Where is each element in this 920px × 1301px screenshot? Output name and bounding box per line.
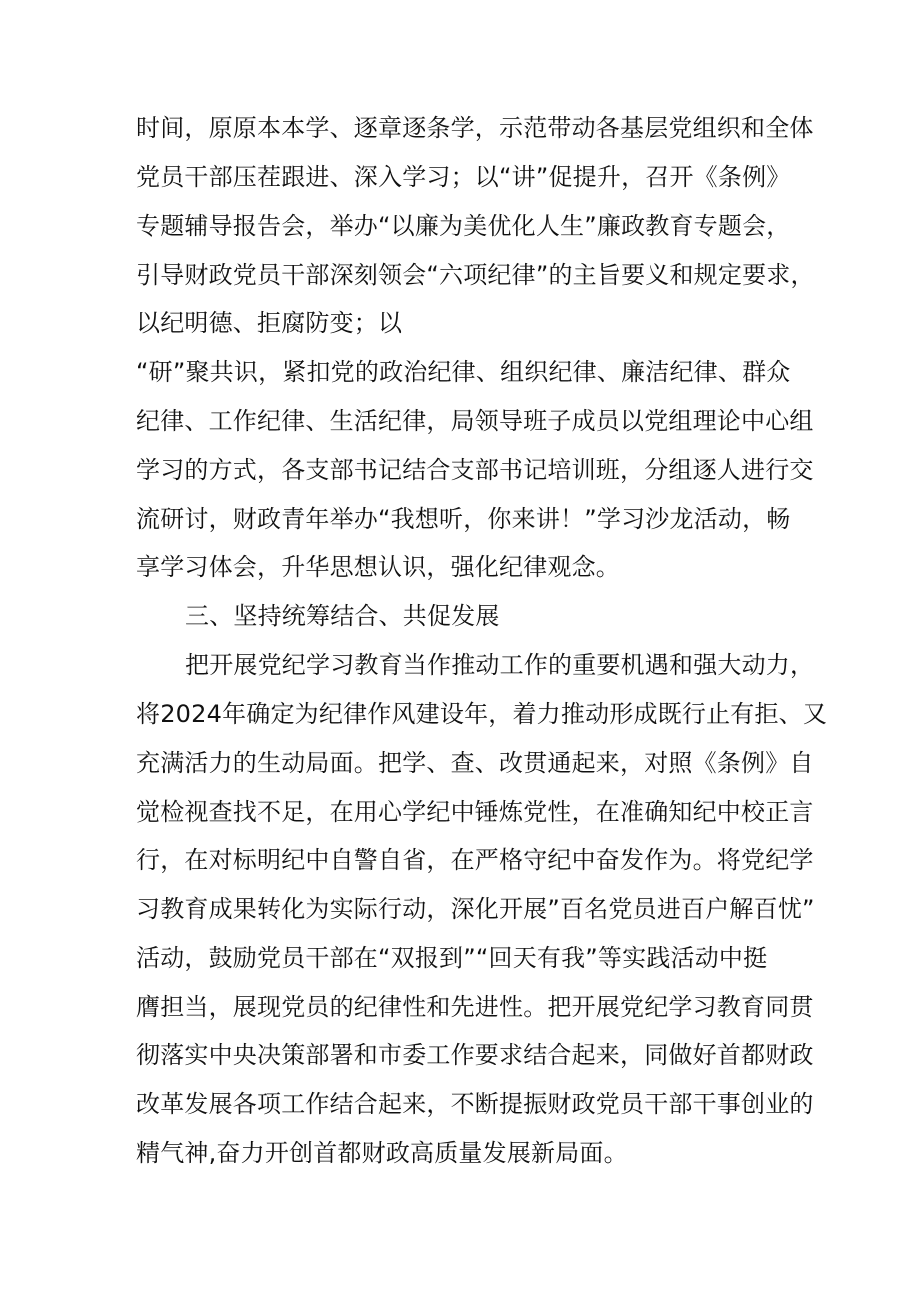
paragraph-1-line-4: 引导财政党员干部深刻领会“六项纪律”的主旨要义和规定要求，: [136, 261, 815, 289]
section-heading: 三、坚持统筹结合、共促发展: [185, 602, 500, 630]
paragraph-1-line-1: 时间，原原本本学、逐章逐条学，示范带动各基层党组织和全体: [136, 114, 814, 142]
paragraph-1-line-6: “研”聚共识，紧扣党的政治纪律、组织纪律、廉洁纪律、群众: [136, 358, 791, 386]
paragraph-2-line-5: 行，在对标明纪中自警自省，在严格守纪中奋发作为。将党纪学: [136, 846, 814, 874]
paragraph-2-line-8: 膺担当，展现党员的纪律性和先进性。把开展党纪学习教育同贯: [136, 993, 814, 1021]
paragraph-2-line-7: 活动，鼓励党员干部在“双报到”“回天有我”等实践活动中挺: [136, 944, 768, 972]
paragraph-2-line-10: 改革发展各项工作结合起来，不断提振财政党员干部干事创业的: [136, 1090, 814, 1118]
paragraph-2-line-4: 觉检视查找不足，在用心学纪中锤炼党性，在准确知纪中校正言: [136, 798, 814, 826]
paragraph-1-line-3: 专题辅导报告会，举办“以廉为美优化人生”廉政教育专题会，: [136, 212, 791, 240]
paragraph-1-line-7: 纪律、工作纪律、生活纪律，局领导班子成员以党组理论中心组: [136, 407, 814, 435]
paragraph-2-line-3: 充满活力的生动局面。把学、查、改贯通起来，对照《条例》自: [136, 749, 814, 777]
paragraph-2-line-1: 把开展党纪学习教育当作推动工作的重要机遇和强大动力，: [185, 651, 815, 679]
paragraph-2-line-9: 彻落实中央决策部署和市委工作要求结合起来，同做好首都财政: [136, 1041, 814, 1069]
paragraph-1-line-2: 党员干部压茬跟进、深入学习；以“讲”促提升，召开《条例》: [136, 163, 791, 191]
paragraph-2-line-2: 将2024年确定为纪律作风建设年，着力推动形成既行止有拒、又: [136, 700, 828, 728]
paragraph-2-line-11: 精气神,奋力开创首都财政高质量发展新局面。: [136, 1139, 628, 1167]
paragraph-1-line-10: 享学习体会，升华思想认识，强化纪律观念。: [136, 553, 620, 581]
paragraph-2-line-6: 习教育成果转化为实际行动，深化开展”百名党员进百户解百忧”: [136, 895, 815, 923]
paragraph-1-line-8: 学习的方式，各支部书记结合支部书记培训班，分组逐人进行交: [136, 456, 814, 484]
paragraph-1-line-9: 流研讨，财政青年举办“我想听，你来讲！”学习沙龙活动，畅: [136, 505, 791, 533]
paragraph-1-line-5: 以纪明德、拒腐防变；以: [136, 309, 403, 337]
